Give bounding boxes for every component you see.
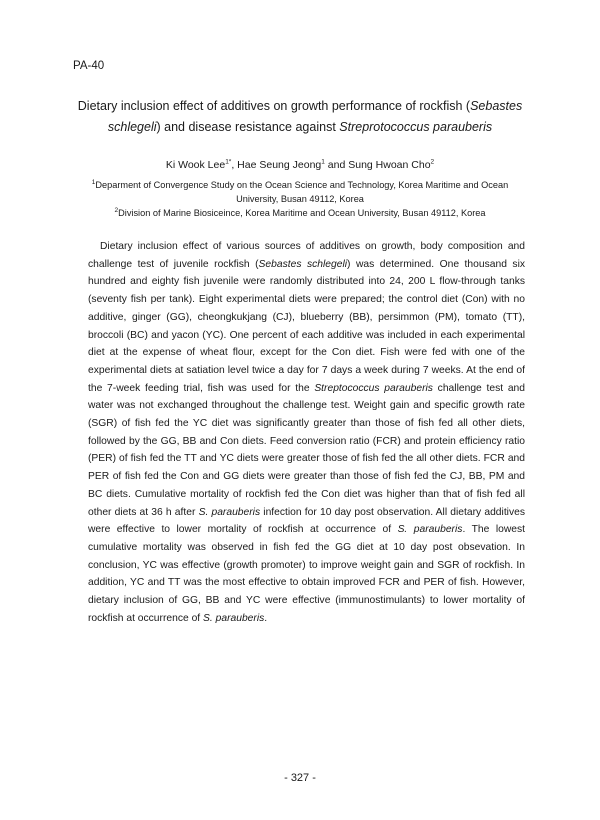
affiliation-2-mark: 2 (114, 206, 119, 214)
paper-title (60, 96, 540, 138)
author-1: Ki Wook Lee (165, 159, 226, 171)
author-list (60, 158, 540, 172)
abstract-code: PA-40 (73, 60, 105, 72)
affiliation-1 (70, 178, 530, 206)
title-species: Sebastes schlegeli (107, 99, 523, 134)
author-2-mark: 1 (321, 158, 325, 166)
abstract-pathogen-1: Streptococcus parauberis (314, 382, 433, 394)
abstract-body (88, 238, 525, 627)
title-text-2: ) and disease resistance against (156, 120, 340, 134)
abstract-text-4: infection for 10 day post observation. All dietary additives were effective to lower mortality of rockfish at occurrence of (88, 506, 525, 536)
abstract-text-5: . The lowest cumulative mortality was observed in fish fed the GG diet at 10 day post obsevation. In conclusion, YC was effective (growth promoter) to improve weight gain and SGR of rockfish. In addition, YC and TT was the most effective to obtain improved FCR and PER of fish. However, dietary inclusion of GG, BB and YC were effective (immunostimulants) to lower mortality of rockfish at occurrence of (88, 524, 526, 624)
author-3: and Sung Hwoan Cho (324, 159, 431, 171)
author-2: , Hae Seung Jeong (231, 159, 322, 171)
abstract-text-1: Dietary inclusion effect of various sources of additives on growth, body composition and challenge test of juvenile rockfish ( (88, 241, 525, 270)
abstract-text-6: . (264, 612, 268, 624)
abstract-pathogen-2: S. parauberis (198, 506, 261, 518)
title-text-1: Dietary inclusion effect of additives on growth performance of rockfish ( (77, 99, 471, 113)
abstract-text-3: challenge test and water was not exchanged throughout the challenge test. Weight gain and specific growth rate (SGR) of fish fed the YC diet was significantly greater than those of fish fed all other diets, followed by the GG, BB and Con diets. Feed conversion ratio (FCR) and protein efficiency ratio (PER) of fish fed the TT and YC diets were greater those of fish fed the all other diets. FCR and PER of fish fed the Con and GG diets were greater than those of fish fed the CJ, BB, PM and BC diets. Cumulative mortality of rockfish fed the Con diet was higher than that of fish fed all other diets at 36 h after (88, 382, 526, 518)
affiliation-2 (70, 206, 530, 220)
abstract-species: Sebastes schlegeli (258, 258, 348, 270)
page-number: - 327 - (284, 772, 316, 784)
title-pathogen: Streprotococcus parauberis (339, 120, 493, 134)
affiliation-1-mark: 1 (91, 178, 96, 186)
author-1-mark: 1* (225, 158, 232, 166)
abstract-pathogen-3: S. parauberis (397, 524, 463, 536)
abstract-pathogen-4: S. parauberis (203, 612, 265, 624)
affiliation-2-text: Division of Marine Biosiceince, Korea Maritime and Ocean University, Busan 49112, Korea (118, 208, 486, 218)
affiliation-1-text: Deparment of Convergence Study on the Ocean Science and Technology, Korea Maritime and Ocean University, Busan 49112, Korea (95, 180, 509, 204)
abstract-text-2: ) was determined. One thousand six hundred and eighty fish juvenile were randomly distributed into 24, 200 L flow-through tanks (seventy fish per tank). Eight experimental diets were prepared; the control diet (Con) with no additive, ginger (GG), cheongkukjang (CJ), blueberry (BB), persimmon (PM), tomato (TT), broccoli (BC) and yacon (YC). One percent of each additive was included in each experimental diet at the expense of wheat flour, except for the Con diet. Fish were fed with one of the experimental diets at satiation level twice a day for 7 days a week during 7 weeks. At the end of the 7-week feeding trial, fish was used for the (88, 258, 525, 394)
author-3-mark: 2 (430, 158, 435, 166)
